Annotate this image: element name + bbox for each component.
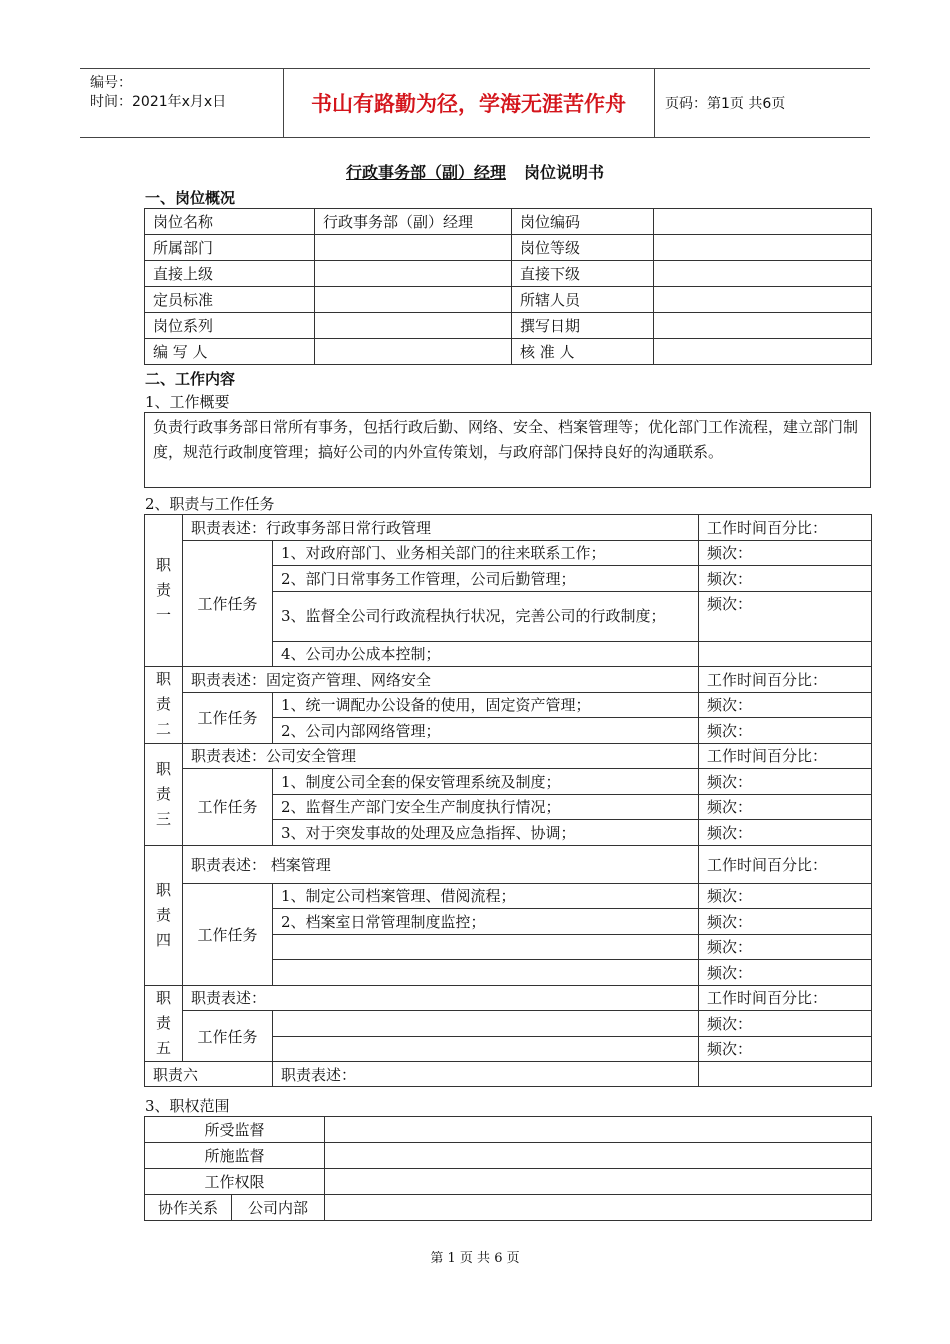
task-text: 2、公司内部网络管理； bbox=[273, 718, 699, 744]
page-info: 页码：第1页 共6页 bbox=[665, 96, 786, 112]
duty-name bbox=[145, 667, 183, 744]
overview-row bbox=[145, 287, 872, 313]
frequency-label: 频次： bbox=[699, 820, 872, 846]
frequency-label: 频次： bbox=[699, 1036, 872, 1062]
authority-label: 所受监督 bbox=[145, 1117, 325, 1143]
field-label: 编 写 人 bbox=[145, 339, 315, 365]
duty-row bbox=[145, 985, 872, 1011]
duty-row bbox=[145, 515, 872, 541]
duty-row bbox=[145, 845, 872, 883]
task-label: 工作任务 bbox=[183, 1011, 273, 1062]
task-row bbox=[145, 883, 872, 909]
field-label: 定员标准 bbox=[145, 287, 315, 313]
field-label: 岗位编码 bbox=[512, 209, 654, 235]
duty-name-text: 职责三 bbox=[155, 759, 171, 828]
frequency-label: 频次： bbox=[699, 909, 872, 935]
task-text: 2、部门日常事务工作管理，公司后勤管理； bbox=[273, 566, 699, 592]
field-value bbox=[654, 261, 872, 287]
duty-name-text: 职责二 bbox=[155, 670, 171, 739]
section2-heading: 二、工作内容 bbox=[145, 370, 236, 388]
field-label: 撰写日期 bbox=[512, 313, 654, 339]
frequency-label: 频次： bbox=[699, 960, 872, 986]
field-value bbox=[315, 287, 512, 313]
page-footer: 第 1 页 共 6 页 bbox=[430, 1251, 520, 1266]
duty-name bbox=[145, 985, 183, 1062]
task-text bbox=[273, 960, 699, 986]
time-percentage-label: 工作时间百分比： bbox=[699, 667, 872, 693]
task-text: 1、对政府部门、业务相关部门的往来联系工作； bbox=[273, 540, 699, 566]
section1-heading: 一、岗位概况 bbox=[145, 189, 236, 207]
task-row bbox=[145, 1011, 872, 1037]
task-text: 3、监督全公司行政流程执行状况，完善公司的行政制度； bbox=[273, 591, 699, 641]
field-label: 所属部门 bbox=[145, 235, 315, 261]
work-summary: 负责行政事务部日常所有事务，包括行政后勤、网络、安全、档案管理等；优化部门工作流程，建立部门制度，规范行政制度管理；搞好公司的内外宣传策划，与政府部门保持良好的沟通联系。 bbox=[144, 412, 871, 488]
header-left bbox=[80, 69, 284, 137]
duty-name bbox=[145, 515, 183, 667]
field-label: 直接下级 bbox=[512, 261, 654, 287]
duty-name bbox=[145, 743, 183, 845]
duty-description: 职责表述： bbox=[273, 1062, 699, 1087]
overview-row bbox=[145, 261, 872, 287]
time-percentage-cell bbox=[699, 1062, 872, 1087]
duties-table bbox=[144, 514, 872, 1087]
authority-row bbox=[145, 1143, 872, 1169]
authority-table bbox=[144, 1116, 872, 1221]
task-row bbox=[145, 692, 872, 718]
authority-value bbox=[325, 1117, 872, 1143]
time-percentage-label: 工作时间百分比： bbox=[699, 743, 872, 769]
duty-description: 职责表述： bbox=[183, 985, 699, 1011]
frequency-label: 频次： bbox=[699, 566, 872, 592]
field-value bbox=[315, 235, 512, 261]
overview-row bbox=[145, 339, 872, 365]
field-label: 岗位名称 bbox=[145, 209, 315, 235]
field-label: 岗位系列 bbox=[145, 313, 315, 339]
time-percentage-label: 工作时间百分比： bbox=[699, 515, 872, 541]
cooperation-internal-value bbox=[325, 1195, 872, 1221]
duty-name: 职责六 bbox=[145, 1062, 273, 1087]
title-suffix: 岗位说明书 bbox=[524, 163, 605, 182]
time-label: 时间：2021年x月x日 bbox=[90, 94, 227, 110]
authority-row bbox=[145, 1117, 872, 1143]
task-text bbox=[273, 934, 699, 960]
cooperation-label: 协作关系 bbox=[145, 1195, 232, 1221]
field-value bbox=[654, 287, 872, 313]
frequency-label: 频次： bbox=[699, 540, 872, 566]
frequency-label: 频次： bbox=[699, 794, 872, 820]
field-label: 核 准 人 bbox=[512, 339, 654, 365]
frequency-label: 频次： bbox=[699, 692, 872, 718]
duty-row bbox=[145, 743, 872, 769]
duty-description: 职责表述：公司安全管理 bbox=[183, 743, 699, 769]
field-value bbox=[654, 313, 872, 339]
field-value bbox=[654, 209, 872, 235]
field-value bbox=[315, 261, 512, 287]
frequency-label: 频次： bbox=[699, 718, 872, 744]
duty-description: 职责表述：固定资产管理、网络安全 bbox=[183, 667, 699, 693]
task-label: 工作任务 bbox=[183, 692, 273, 743]
duty-row bbox=[145, 1062, 872, 1087]
frequency-label: 频次： bbox=[699, 1011, 872, 1037]
field-value bbox=[315, 313, 512, 339]
subsection-duties-heading: 2、职责与工作任务 bbox=[145, 495, 275, 513]
task-row bbox=[145, 769, 872, 795]
authority-label: 工作权限 bbox=[145, 1169, 325, 1195]
overview-table bbox=[144, 208, 872, 365]
field-label: 岗位等级 bbox=[512, 235, 654, 261]
task-text: 1、制定公司档案管理、借阅流程； bbox=[273, 883, 699, 909]
task-text bbox=[273, 1011, 699, 1037]
task-text: 4、公司办公成本控制； bbox=[273, 641, 699, 667]
task-text: 1、统一调配办公设备的使用，固定资产管理； bbox=[273, 692, 699, 718]
task-text: 3、对于突发事故的处理及应急指挥、协调； bbox=[273, 820, 699, 846]
page-header bbox=[80, 68, 870, 138]
authority-row bbox=[145, 1169, 872, 1195]
duty-name-text: 职责四 bbox=[155, 880, 171, 949]
frequency-label bbox=[699, 641, 872, 667]
document-title bbox=[0, 160, 950, 183]
frequency-label: 频次： bbox=[699, 591, 872, 641]
overview-row bbox=[145, 235, 872, 261]
duty-name-text: 职责一 bbox=[155, 556, 171, 624]
field-value bbox=[654, 235, 872, 261]
authority-value bbox=[325, 1169, 872, 1195]
overview-row bbox=[145, 313, 872, 339]
duty-description: 职责表述： 档案管理 bbox=[183, 845, 699, 883]
frequency-label: 频次： bbox=[699, 883, 872, 909]
task-row bbox=[145, 540, 872, 566]
number-label: 编号： bbox=[90, 75, 132, 91]
duty-description: 职责表述：行政事务部日常行政管理 bbox=[183, 515, 699, 541]
time-percentage-label: 工作时间百分比： bbox=[699, 845, 872, 883]
subsection-summary-heading: 1、工作概要 bbox=[145, 393, 230, 411]
task-text: 2、监督生产部门安全生产制度执行情况； bbox=[273, 794, 699, 820]
duty-name bbox=[145, 845, 183, 985]
task-label: 工作任务 bbox=[183, 540, 273, 667]
frequency-label: 频次： bbox=[699, 934, 872, 960]
subsection-authority-heading: 3、职权范围 bbox=[145, 1097, 230, 1115]
field-label: 所辖人员 bbox=[512, 287, 654, 313]
overview-row bbox=[145, 209, 872, 235]
duty-name-text: 职责五 bbox=[155, 988, 171, 1057]
duty-row bbox=[145, 667, 872, 693]
cooperation-row bbox=[145, 1195, 872, 1221]
task-label: 工作任务 bbox=[183, 883, 273, 985]
motto: 书山有路勤为径，学海无涯苦作舟 bbox=[283, 69, 655, 137]
field-value bbox=[654, 339, 872, 365]
cooperation-internal-label: 公司内部 bbox=[232, 1195, 325, 1221]
authority-value bbox=[325, 1143, 872, 1169]
field-value: 行政事务部（副）经理 bbox=[315, 209, 512, 235]
title-position: 行政事务部（副）经理 bbox=[345, 163, 506, 182]
time-percentage-label: 工作时间百分比： bbox=[699, 985, 872, 1011]
task-text: 2、档案室日常管理制度监控； bbox=[273, 909, 699, 935]
field-value bbox=[315, 339, 512, 365]
field-label: 直接上级 bbox=[145, 261, 315, 287]
task-text bbox=[273, 1036, 699, 1062]
frequency-label: 频次： bbox=[699, 769, 872, 795]
task-text: 1、制度公司全套的保安管理系统及制度； bbox=[273, 769, 699, 795]
task-label: 工作任务 bbox=[183, 769, 273, 846]
authority-label: 所施监督 bbox=[145, 1143, 325, 1169]
